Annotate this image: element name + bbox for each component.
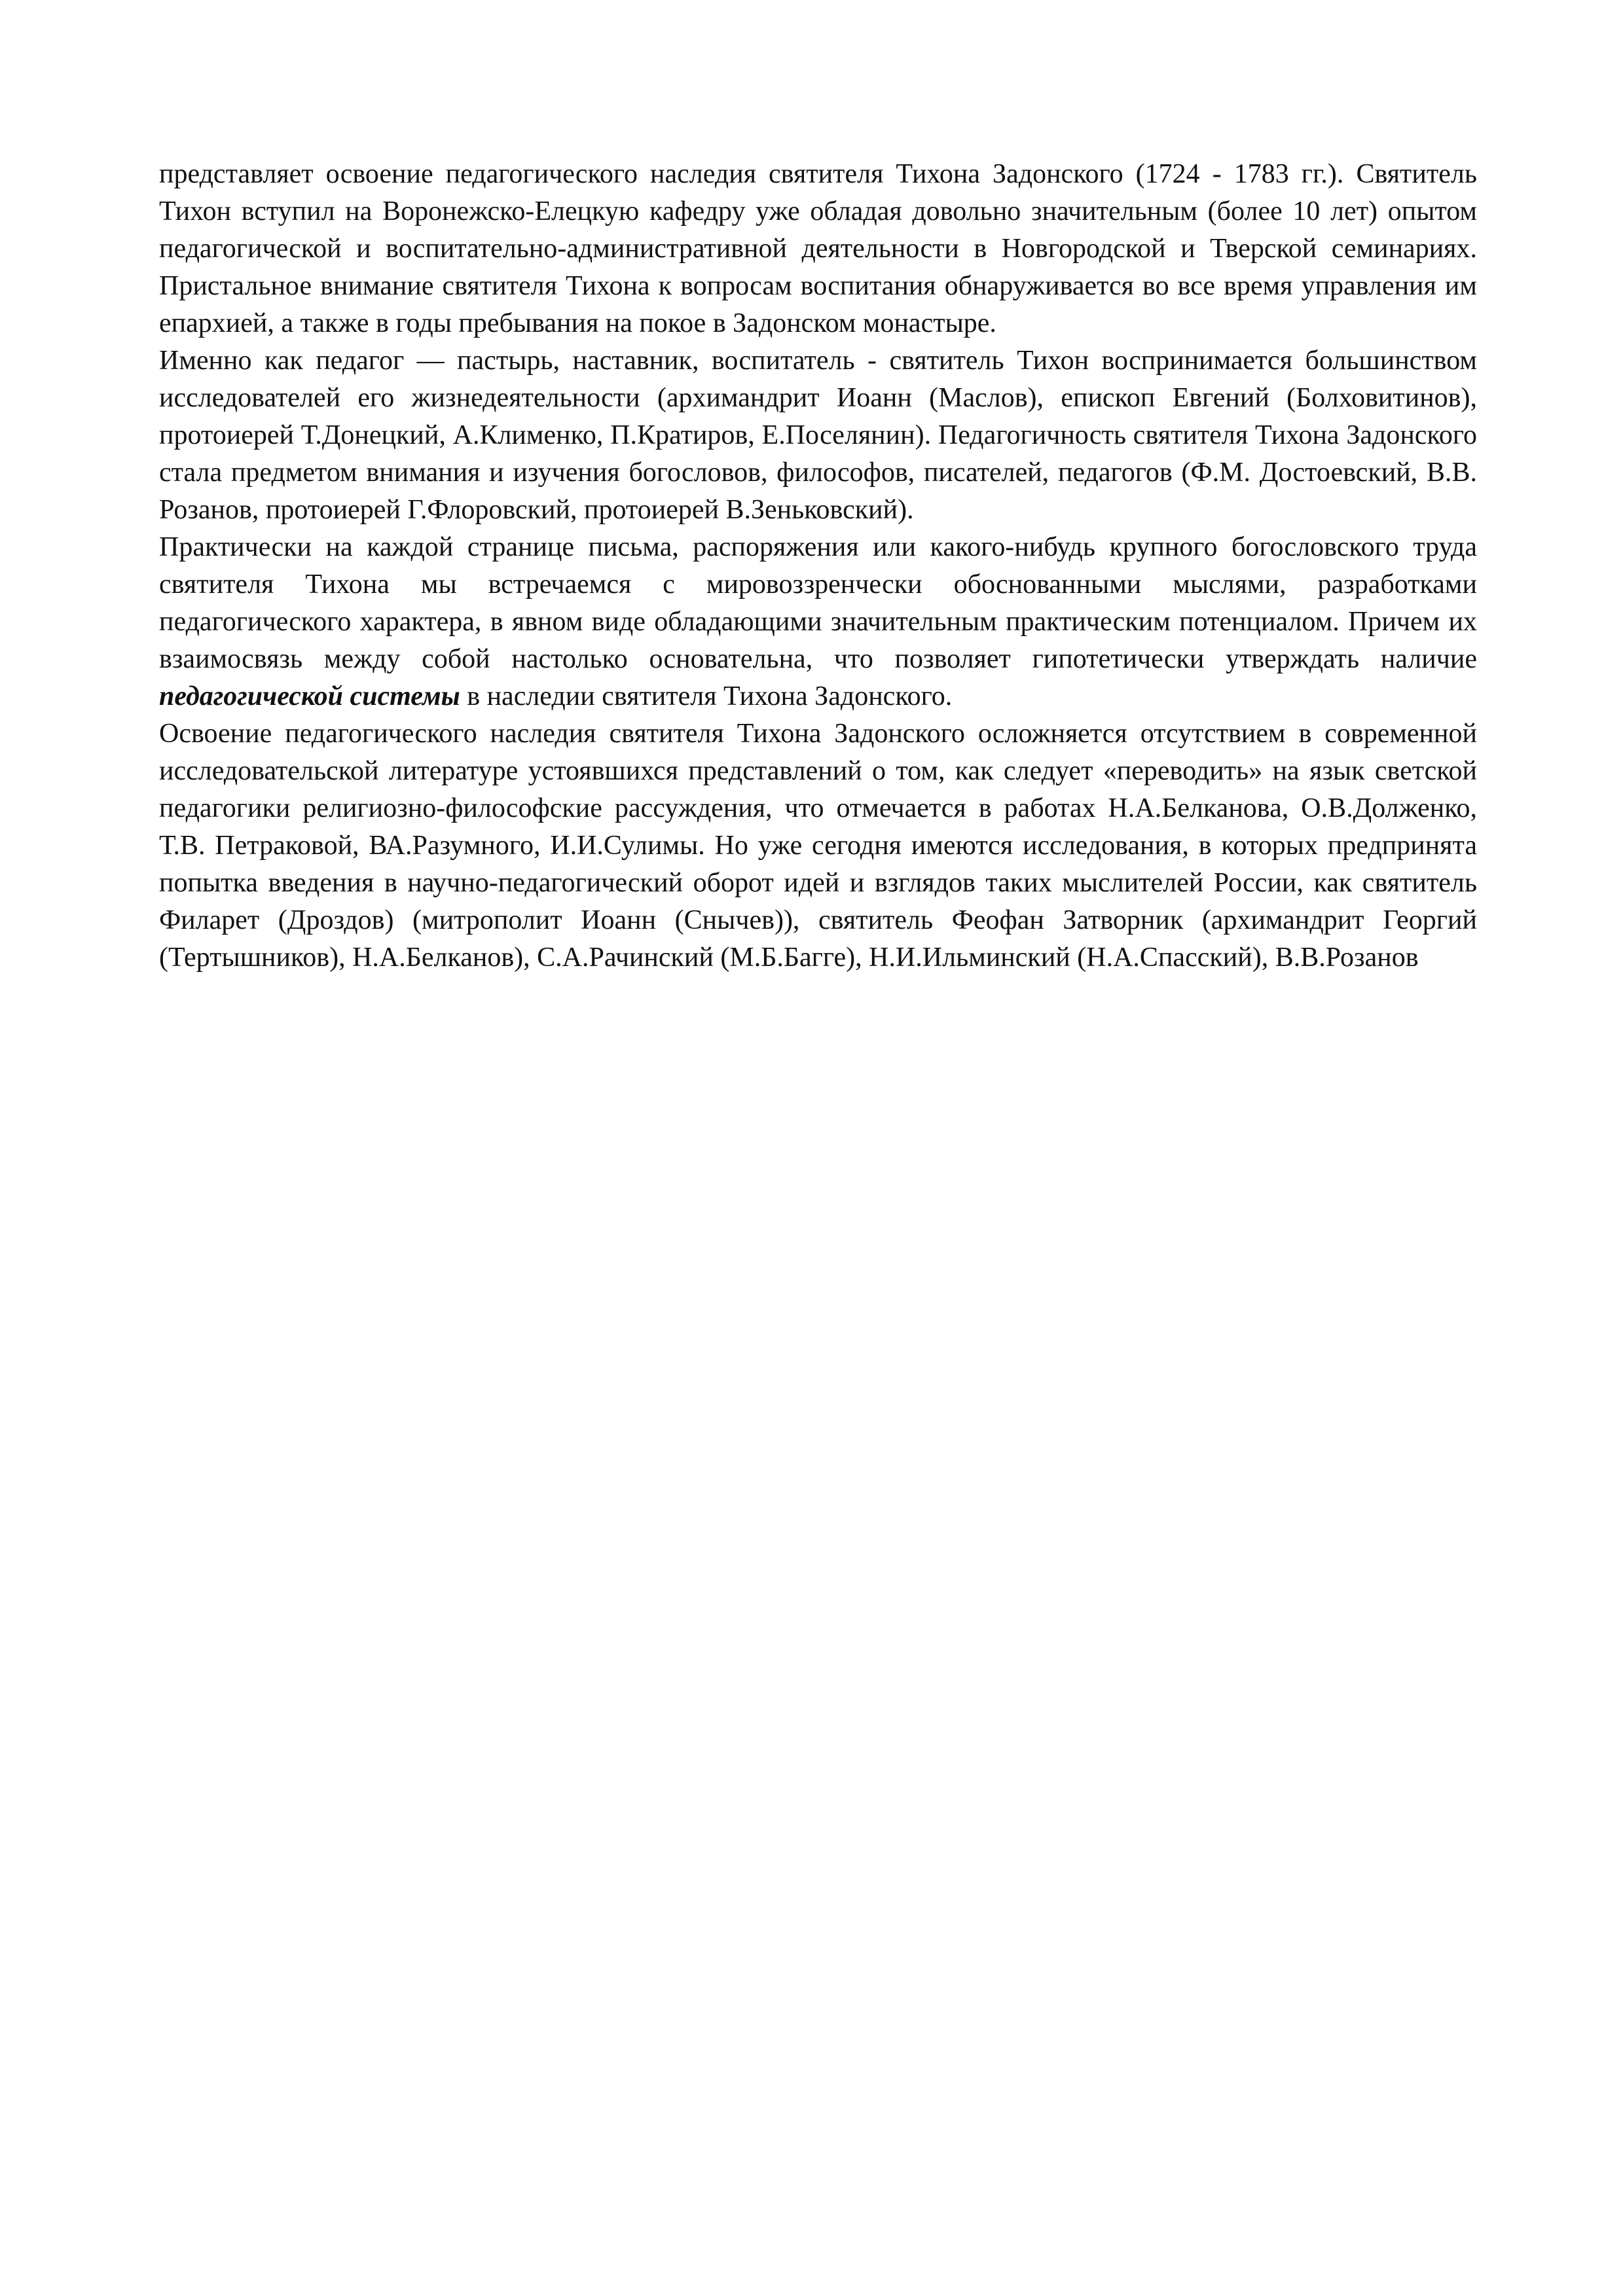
paragraph-2: Именно как педагог — пастырь, наставник, воспитатель - святитель Тихон воспринимается большинством исследователей его жизнедеятельности (архимандрит Иоанн (Маслов), епископ Евгений (Болховитинов), протоиерей Т.Донецкий, А.Клименко, П.Кратиров, Е.Поселянин). Педагогичность святителя Тихона Задонского стала предметом внимания и изучения богословов, философов, писателей, педагогов (Ф.М. Достоевский, В.В. Розанов, протоиерей Г.Флоровский, протоиерей В.Зеньковский). bbox=[159, 346, 1477, 525]
paragraph-3 bbox=[159, 529, 1477, 715]
emphasized-term: педагогической системы bbox=[159, 681, 460, 711]
document-page bbox=[159, 156, 1477, 977]
paragraph-3-text-after: в наследии святителя Тихона Задонского. bbox=[460, 681, 953, 711]
paragraph-4: Освоение педагогического наследия святителя Тихона Задонского осложняется отсутствием в современной исследовательской литературе устоявшихся представлений о том, как следует «переводить» на язык светской педагогики религиозно-философские рассуждения, что отмечается в работах Н.А.Белканова, О.В.Долженко, Т.В. Петраковой, ВА.Разумного, И.И.Сулимы. Но уже сегодня имеются исследования, в которых предпринята попытка введения в научно-педагогический оборот идей и взглядов таких мыслителей России, как святитель Филарет (Дроздов) (митрополит Иоанн (Снычев)), святитель Феофан Затворник (архимандрит Георгий (Тертышников), Н.А.Белканов), С.А.Рачинский (М.Б.Багге), Н.И.Ильминский (Н.А.Спасский), В.В.Розанов bbox=[159, 719, 1477, 973]
paragraph-1: представляет освоение педагогического наследия святителя Тихона Задонского (1724 - 1783 гг.). Святитель Тихон вступил на Воронежско-Елецкую кафедру уже обладая довольно значительным (более 10 лет) опытом педагогической и воспитательно-административной деятельности в Новгородской и Тверской семинариях. Пристальное внимание святителя Тихона к вопросам воспитания обнаруживается во все время управления им епархией, а также в годы пребывания на покое в Задонском монастыре. bbox=[159, 159, 1477, 338]
paragraph-3-text-before: Практически на каждой странице письма, распоряжения или какого-нибудь крупного богословского труда святителя Тихона мы встречаемся с мировоззренчески обоснованными мыслями, разработками педагогического характера, в явном виде обладающими значительным практическим потенциалом. Причем их взаимосвязь между собой настолько основательна, что позволяет гипотетически утверждать наличие bbox=[159, 532, 1477, 674]
